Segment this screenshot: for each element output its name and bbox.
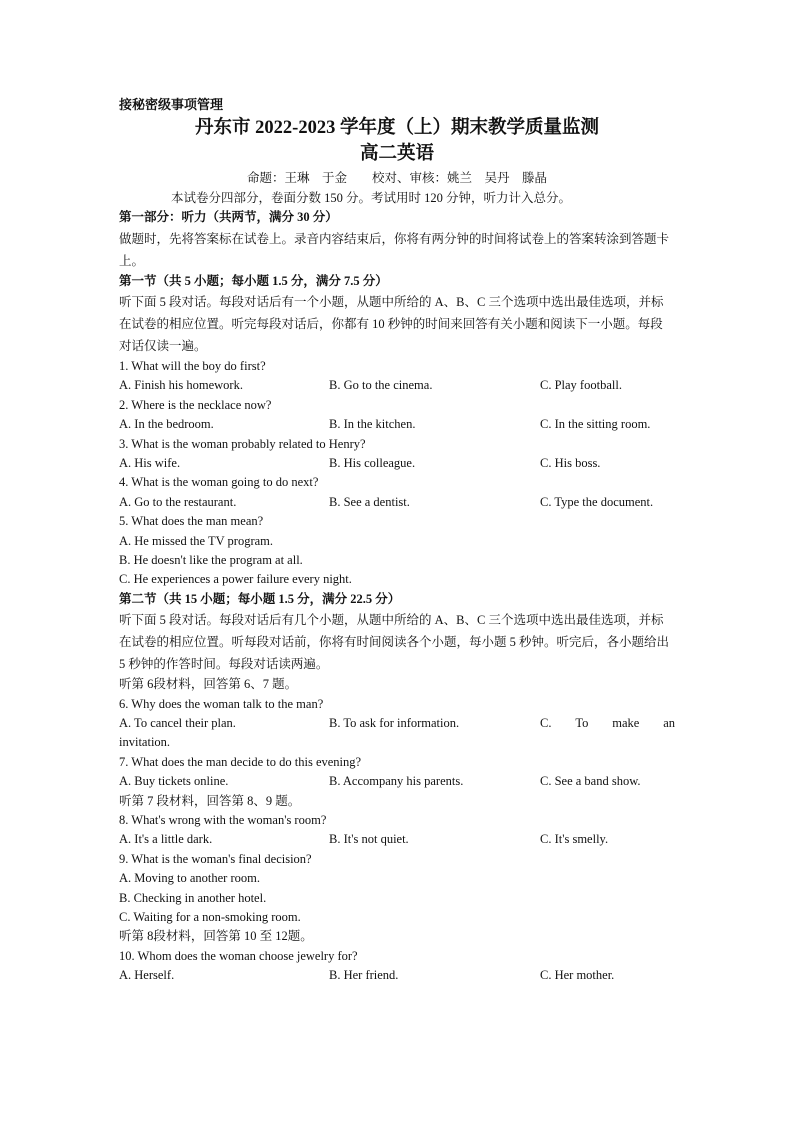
option-a: A. To cancel their plan. [119,716,236,731]
option-a: A. It's a little dark. [119,832,213,847]
option-b: B. His colleague. [329,456,416,471]
options-row [119,415,675,434]
question-text: 1. What will the boy do first? [119,359,266,374]
option-c: C. Her mother. [540,968,615,983]
material-6-note: 听第 6段材料，回答第 6、7 题。 [119,677,298,692]
option-b: B. He doesn't like the program at all. [119,553,303,568]
question-text: 9. What is the woman's final decision? [119,851,312,866]
question-text: 8. What's wrong with the woman's room? [119,813,327,828]
option-c [540,714,675,733]
authors-line: 命题：王琳 于金 校对、审核：姚兰 吴丹 滕晶 [246,171,547,186]
option-a: A. In the bedroom. [119,417,214,432]
options-row [119,830,675,849]
options-row [119,714,675,733]
section2-instructions: 听下面 5 段对话。每段对话后有几个小题，从题中所给的 A、B、C 三个选项中选出最佳选项，并标在试卷的相应位置。听每段对话前，你将有时间阅读各个小题，每小题 5 秒钟。听完后，各小题给出 5 秒钟的作答时间。每段对话读两遍。 [119,613,670,672]
question-text: 5. What does the man mean? [119,514,264,529]
material-7-note: 听第 7 段材料，回答第 8、9 题。 [119,793,301,808]
question-3 [119,435,675,474]
option-b: B. To ask for information. [329,716,460,731]
section2-heading: 第二节（共 15 小题；每小题 1.5 分，满分 22.5 分） [119,591,401,606]
option-c-word: an [663,716,675,731]
question-10 [119,947,675,986]
question-text: 3. What is the woman probably related to Henry? [119,436,366,451]
question-text: 2. Where is the necklace now? [119,397,272,412]
option-c: C. In the sitting room. [540,417,651,432]
option-a: A. Finish his homework. [119,378,243,393]
option-a: A. His wife. [119,456,181,471]
option-c-word: make [612,716,640,731]
question-text: 4. What is the woman going to do next? [119,475,319,490]
option-a: A. Herself. [119,968,175,983]
option-b: B. It's not quiet. [329,832,409,847]
option-c: C. His boss. [540,456,601,471]
question-5 [119,512,675,590]
option-b: B. Checking in another hotel. [119,890,267,905]
option-c: C. Waiting for a non-smoking room. [119,910,301,925]
question-text: 10. Whom does the woman choose jewelry for? [119,948,358,963]
material-8-note: 听第 8段材料，回答第 10 至 12题。 [119,929,313,944]
question-7 [119,753,675,792]
question-4 [119,473,675,512]
question-1 [119,357,675,396]
option-b: B. In the kitchen. [329,417,416,432]
option-a: A. Moving to another room. [119,871,260,886]
question-text: 6. Why does the woman talk to the man? [119,696,324,711]
option-c: C. See a band show. [540,774,641,789]
option-c: C. Play football. [540,378,622,393]
option-b: B. Go to the cinema. [329,378,433,393]
options-row [119,966,675,985]
option-b: B. Her friend. [329,968,399,983]
question-6 [119,695,675,753]
option-b: B. See a dentist. [329,494,410,509]
question-text: 7. What does the man decide to do this evening? [119,754,362,769]
options-row [119,376,675,395]
section1-heading: 第一节（共 5 小题；每小题 1.5 分，满分 7.5 分） [119,273,388,288]
option-a: A. Go to the restaurant. [119,494,237,509]
option-b: B. Accompany his parents. [329,774,464,789]
option-c-word: C. [540,716,552,731]
option-c-word: To [575,716,589,731]
question-9 [119,850,675,928]
exam-page [119,95,675,986]
options-row [119,493,675,512]
option-a: A. He missed the TV program. [119,533,274,548]
option-a: A. Buy tickets online. [119,774,229,789]
option-c: C. Type the document. [540,494,654,509]
section1-instructions: 听下面 5 段对话。每段对话后有一个小题，从题中所给的 A、B、C 三个选项中选出最佳选项，并标在试卷的相应位置。听完每段对话后，你都有 10 秒钟的时间来回答有关小题和阅读下一小题。每段对话仅读一遍。 [119,295,664,354]
question-8 [119,811,675,850]
options-row [119,454,675,473]
part1-heading: 第一部分：听力（共两节，满分 30 分） [119,210,338,225]
option-c: C. He experiences a power failure every night. [119,572,352,587]
question-2 [119,396,675,435]
option-c: C. It's smelly. [540,832,609,847]
option-c-continued: invitation. [119,735,171,750]
exam-subject: 高二英语 [359,144,434,165]
exam-title: 丹东市 2022-2023 学年度（上）期末教学质量监测 [195,118,599,139]
confidential-label: 接秘密级事项管理 [119,97,224,112]
exam-intro: 本试卷分四部分，卷面分数 150 分。考试用时 120 分钟，听力计入总分。 [171,190,572,205]
part1-instructions: 做题时，先将答案标在试卷上。录音内容结束后，你将有两分钟的时间将试卷上的答案转涂到答题卡上。 [119,231,670,268]
options-row [119,772,675,791]
